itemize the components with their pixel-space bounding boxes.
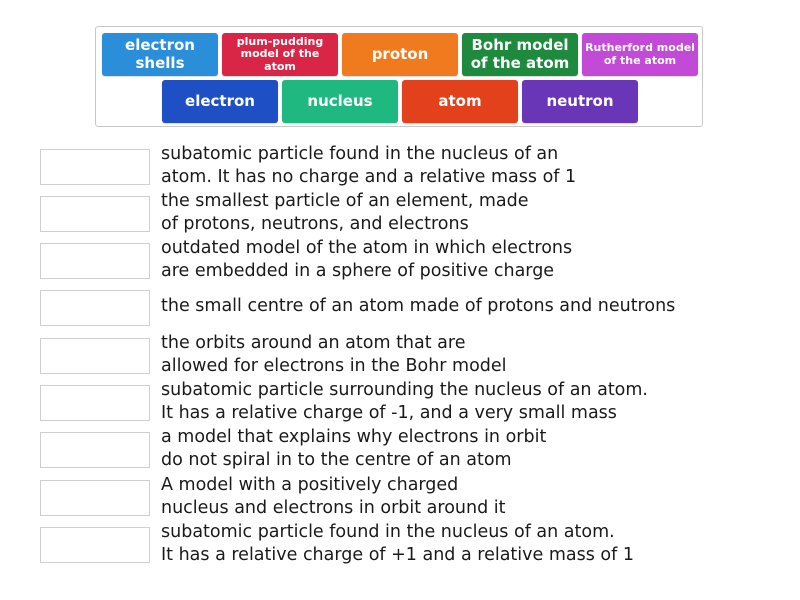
tile-bohr-model[interactable] xyxy=(462,33,578,76)
description-line: subatomic particle surrounding the nucleus of an atom. xyxy=(161,380,648,400)
description xyxy=(161,474,506,520)
drop-zone[interactable] xyxy=(40,149,150,185)
description-line: allowed for electrons in the Bohr model xyxy=(161,356,507,376)
description-line: subatomic particle found in the nucleus of an xyxy=(161,144,559,164)
tile-proton[interactable] xyxy=(342,33,458,76)
tile-label: atom xyxy=(438,91,482,110)
description-line: of protons, neutrons, and electrons xyxy=(161,214,469,234)
description-line: the orbits around an atom that are xyxy=(161,333,466,353)
description-line: the smallest particle of an element, made xyxy=(161,191,529,211)
description xyxy=(161,379,648,425)
description xyxy=(161,237,572,283)
match-row xyxy=(40,238,760,283)
description xyxy=(161,521,634,567)
tile-electron[interactable] xyxy=(162,80,278,123)
answer-bank xyxy=(95,26,703,127)
tile-label: neutron xyxy=(546,91,614,110)
tile-atom[interactable] xyxy=(402,80,518,123)
tile-label-line: Bohr model xyxy=(471,36,569,55)
drop-zone[interactable] xyxy=(40,243,150,279)
tile-neutron[interactable] xyxy=(522,80,638,123)
description-line: nucleus and electrons in orbit around it xyxy=(161,498,506,518)
match-row xyxy=(40,144,760,189)
description-line: are embedded in a sphere of positive charge xyxy=(161,261,555,281)
description xyxy=(161,143,576,189)
drop-zone[interactable] xyxy=(40,480,150,516)
tile-rutherford-model[interactable] xyxy=(582,33,698,76)
description xyxy=(161,332,507,378)
match-row xyxy=(40,522,760,567)
tile-label-line: plum-pudding xyxy=(236,34,324,48)
description-line: outdated model of the atom in which electrons xyxy=(161,238,573,258)
drop-zone[interactable] xyxy=(40,385,150,421)
description xyxy=(161,190,529,236)
description-line: subatomic particle found in the nucleus of an atom. xyxy=(161,522,615,542)
tile-label-line: of the atom xyxy=(603,53,677,67)
tile-label-line: Rutherford model xyxy=(585,40,695,54)
drop-zone[interactable] xyxy=(40,527,150,563)
match-row xyxy=(40,191,760,236)
match-row xyxy=(40,475,760,520)
drop-zone[interactable] xyxy=(40,290,150,326)
tile-electron-shells[interactable] xyxy=(102,33,218,76)
description-line: do not spiral in to the centre of an atom xyxy=(161,450,512,470)
description-line: the small centre of an atom made of protons and neutrons xyxy=(161,296,676,316)
drop-zone[interactable] xyxy=(40,196,150,232)
match-row xyxy=(40,290,760,330)
description-line: A model with a positively charged xyxy=(161,475,459,495)
tile-label: proton xyxy=(371,44,429,63)
drop-zone[interactable] xyxy=(40,338,150,374)
tile-label-line: model of the atom xyxy=(240,47,320,73)
tile-label-line: electron xyxy=(125,36,195,55)
tile-label-line: of the atom xyxy=(470,53,570,72)
match-row xyxy=(40,333,760,378)
description-line: atom. It has no charge and a relative mass of 1 xyxy=(161,167,577,187)
match-row xyxy=(40,427,760,472)
match-row xyxy=(40,380,760,425)
tile-label: electron xyxy=(185,91,255,110)
description-line: It has a relative charge of +1 and a relative mass of 1 xyxy=(161,545,634,565)
tile-nucleus[interactable] xyxy=(282,80,398,123)
tile-label: nucleus xyxy=(307,91,373,110)
description-line: a model that explains why electrons in orbit xyxy=(161,427,547,447)
description-line: It has a relative charge of -1, and a very small mass xyxy=(161,403,617,423)
tile-plum-pudding-model[interactable] xyxy=(222,33,338,76)
description xyxy=(161,295,675,318)
description xyxy=(161,426,546,472)
tile-label-line: shells xyxy=(135,53,185,72)
drop-zone[interactable] xyxy=(40,432,150,468)
